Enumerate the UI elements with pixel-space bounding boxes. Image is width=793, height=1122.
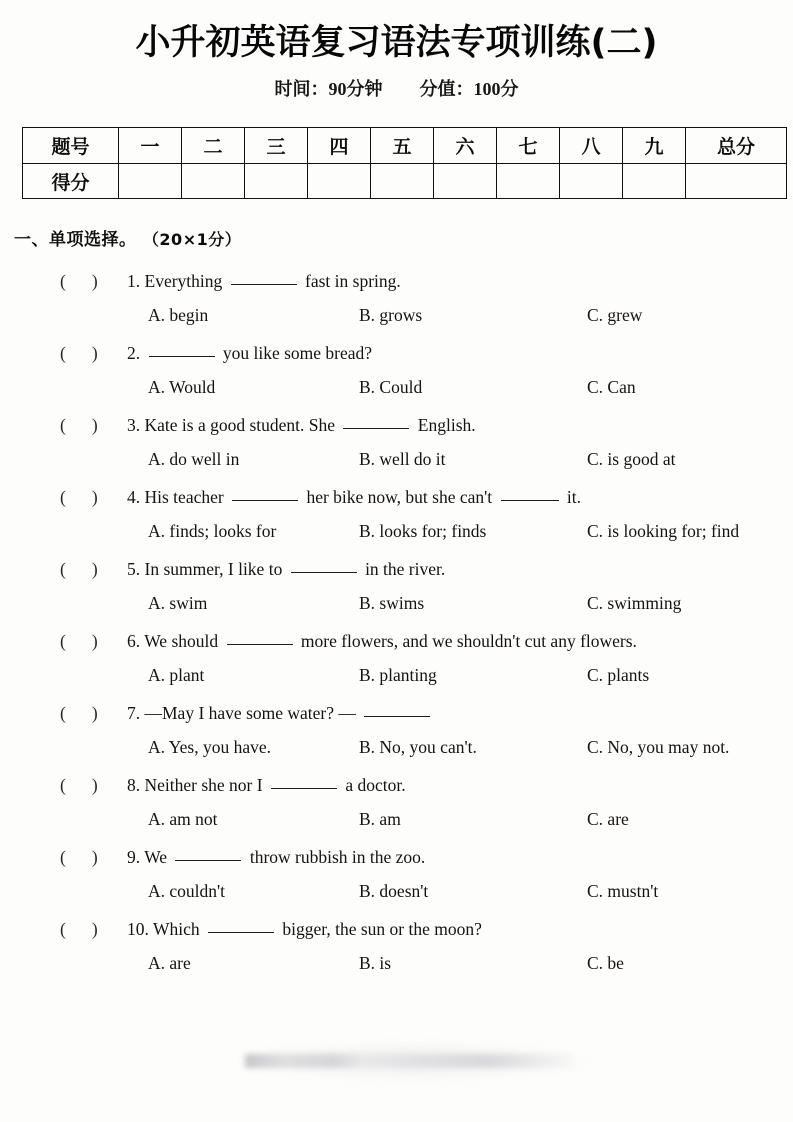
question-5 [0,552,793,620]
section-score-note: （20×1分） [142,230,242,250]
option-c[interactable]: C. plants [587,665,650,686]
question-1 [0,264,793,332]
question-text-after: you like some bread? [222,343,373,364]
score-cell-5[interactable] [371,164,434,199]
answer-bracket[interactable]: ( ) [60,631,98,652]
question-text-after: more flowers, and we shouldn't cut any flowers. [300,631,637,652]
option-b[interactable]: B. swims [359,593,425,614]
answer-blank[interactable] [149,342,215,357]
answer-blank[interactable] [208,918,274,933]
question-text-before: Neither she nor I [144,775,263,796]
question-6 [0,624,793,692]
score-cell-total[interactable] [686,164,787,199]
question-options [0,442,793,476]
question-options [0,586,793,620]
option-b[interactable]: B. grows [359,305,423,326]
table-row-header [23,128,787,164]
answer-blank[interactable] [231,270,297,285]
answer-blank-2[interactable] [501,486,559,501]
option-c[interactable]: C. is good at [587,449,676,470]
question-options [0,874,793,908]
question-number: 3. [127,415,141,436]
score-cell-2[interactable] [182,164,245,199]
option-a[interactable]: A. Would [148,377,216,398]
score-table-row-label-number: 题号 [23,128,119,164]
score-table-col-9: 九 [623,128,686,164]
question-options [0,802,793,836]
question-text-after: a doctor. [345,775,406,796]
question-options [0,514,793,548]
score-cell-1[interactable] [119,164,182,199]
question-text-after: it. [566,487,582,508]
question-stem [0,624,793,658]
option-b[interactable]: B. am [359,809,401,830]
option-c[interactable]: C. swimming [587,593,682,614]
question-options [0,730,793,764]
score-cell-9[interactable] [623,164,686,199]
question-list [0,264,793,980]
question-number: 8. [127,775,141,796]
score-table-row-label-score: 得分 [23,164,119,199]
option-c[interactable]: C. Can [587,377,636,398]
score-cell-6[interactable] [434,164,497,199]
question-stem [0,696,793,730]
question-text-before: Everything [144,271,223,292]
score-cell-3[interactable] [245,164,308,199]
option-c[interactable]: C. is looking for; find [587,521,740,542]
exam-time: 时间：90分钟 [274,79,383,100]
option-b[interactable]: B. planting [359,665,437,686]
question-stem [0,408,793,442]
question-number: 7. [127,703,141,724]
question-stem [0,840,793,874]
exam-meta [0,63,793,101]
option-a[interactable]: A. swim [148,593,208,614]
score-cell-4[interactable] [308,164,371,199]
question-text-after: English. [417,415,476,436]
question-9 [0,840,793,908]
answer-bracket[interactable]: ( ) [60,847,98,868]
question-stem [0,264,793,298]
score-table-col-2: 二 [182,128,245,164]
question-text-after: in the river. [365,559,446,580]
option-b[interactable]: B. looks for; finds [359,521,487,542]
question-stem [0,912,793,946]
option-c[interactable]: C. grew [587,305,643,326]
answer-bracket[interactable]: ( ) [60,559,98,580]
question-number: 1. [127,271,141,292]
section-heading [14,225,793,250]
question-3 [0,408,793,476]
question-number: 6. [127,631,141,652]
score-table-col-3: 三 [245,128,308,164]
question-text-before: Kate is a good student. She [144,415,336,436]
option-c[interactable]: C. No, you may not. [587,737,730,758]
score-table-col-6: 六 [434,128,497,164]
answer-blank[interactable] [232,486,298,501]
question-stem [0,768,793,802]
score-table-col-7: 七 [497,128,560,164]
answer-blank[interactable] [227,630,293,645]
question-7 [0,696,793,764]
question-options [0,946,793,980]
score-table-col-8: 八 [560,128,623,164]
question-stem [0,480,793,514]
answer-bracket[interactable]: ( ) [60,343,98,364]
question-text-before: His teacher [144,487,224,508]
question-10 [0,912,793,980]
question-number: 9. [127,847,141,868]
question-stem [0,552,793,586]
option-a[interactable]: A. finds; looks for [148,521,277,542]
question-text-before: We [144,847,168,868]
question-number: 4. [127,487,141,508]
option-c[interactable]: C. are [587,809,629,830]
answer-bracket[interactable]: ( ) [60,919,98,940]
question-text-after: bigger, the sun or the moon? [282,919,482,940]
question-text-before: Which [152,919,200,940]
question-number: 5. [127,559,141,580]
question-text-before: We should [144,631,219,652]
score-table-col-4: 四 [308,128,371,164]
option-a[interactable]: A. Yes, you have. [148,737,271,758]
answer-blank[interactable] [175,846,241,861]
question-options [0,298,793,332]
score-cell-8[interactable] [560,164,623,199]
option-b[interactable]: B. well do it [359,449,446,470]
answer-bracket[interactable]: ( ) [60,703,98,724]
question-options [0,370,793,404]
option-a[interactable]: A. begin [148,305,209,326]
option-a[interactable]: A. do well in [148,449,240,470]
question-stem [0,336,793,370]
score-table-col-total: 总分 [686,128,787,164]
option-a[interactable]: A. are [148,953,191,974]
answer-bracket[interactable]: ( ) [60,775,98,796]
score-table-col-1: 一 [119,128,182,164]
question-options [0,658,793,692]
question-text-after: throw rubbish in the zoo. [249,847,426,868]
option-b[interactable]: B. Could [359,377,423,398]
option-b[interactable]: B. No, you can't. [359,737,477,758]
answer-blank[interactable] [291,558,357,573]
question-8 [0,768,793,836]
option-a[interactable]: A. am not [148,809,218,830]
answer-blank[interactable] [271,774,337,789]
question-text-before: In summer, I like to [144,559,283,580]
question-text-after: fast in spring. [305,271,401,292]
question-text-mid: her bike now, but she can't [306,487,493,508]
answer-blank[interactable] [343,414,409,429]
option-b[interactable]: B. doesn't [359,881,429,902]
option-b[interactable]: B. is [359,953,392,974]
exam-total-score: 分值：100分 [419,79,519,100]
answer-bracket[interactable]: ( ) [60,487,98,508]
answer-bracket[interactable]: ( ) [60,415,98,436]
question-4 [0,480,793,548]
option-a[interactable]: A. couldn't [148,881,226,902]
answer-bracket[interactable]: ( ) [60,271,98,292]
option-c[interactable]: C. mustn't [587,881,659,902]
page-title: 小升初英语复习语法专项训练(二) [135,23,658,63]
table-row-scores [23,164,787,199]
option-c[interactable]: C. be [587,953,624,974]
question-number: 2. [127,343,141,364]
score-table-col-5: 五 [371,128,434,164]
question-text-before: —May I have some water? — [144,703,356,724]
score-table [22,127,787,199]
score-cell-7[interactable] [497,164,560,199]
redacted-watermark [245,1054,573,1068]
score-table-container [22,127,775,199]
section-heading-label: 一、单项选择。 [14,230,137,251]
option-a[interactable]: A. plant [148,665,205,686]
question-2 [0,336,793,404]
answer-blank[interactable] [364,702,430,717]
question-number: 10. [127,919,149,940]
